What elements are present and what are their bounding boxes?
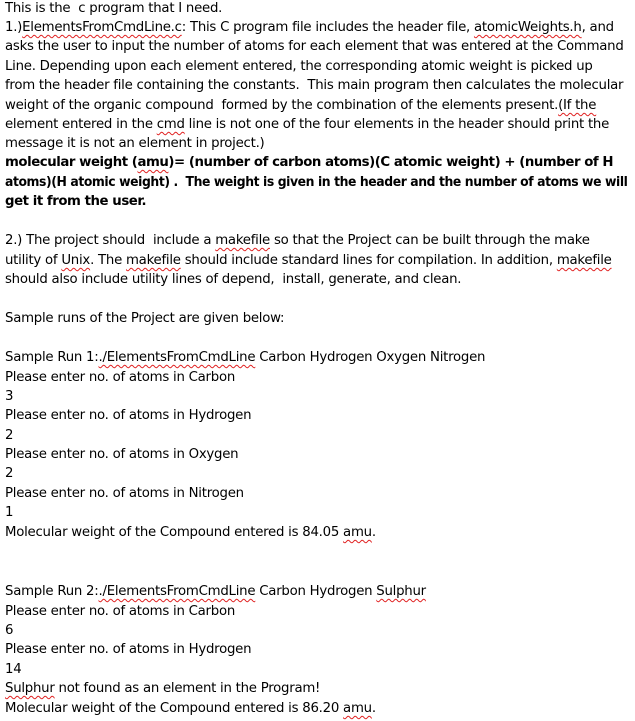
item1-text: element entered in the [5, 117, 157, 132]
formula-line-2: atoms)(H atomic weight) . The weight is given in the header and the number of atoms we will [5, 175, 628, 190]
result-text: Molecular weight of the Compound entered is 84.05 [5, 525, 344, 540]
command-args-flagged: Sulphur [376, 584, 426, 599]
item1-line-4: from the header file containing the constants. This main program then calculates the molecular [5, 78, 624, 93]
item2-text: . The [90, 253, 126, 268]
item1-number: 1.) [5, 20, 23, 35]
run1-header [5, 348, 485, 367]
item2-text: 2.) The project should include a [5, 233, 216, 248]
formula-line-1 [5, 153, 613, 172]
run1-output-line: 1 [5, 505, 14, 520]
makefile-word: makefile [556, 253, 612, 268]
formula-line-3: get it from the user. [5, 194, 147, 209]
result-text: Molecular weight of the Compound entered is 86.20 [5, 701, 344, 716]
item1-line-3: Line. Depending upon each element entered, the corresponding atomic weight is picked up [5, 59, 593, 74]
result-text: . [371, 525, 376, 540]
element-name-flagged: Sulphur [5, 681, 55, 696]
run2-header [5, 582, 426, 601]
item1-text-flagged: (If the [558, 98, 597, 113]
item1-text: , and [581, 20, 614, 35]
error-text: not found as an element in the Program! [54, 681, 321, 696]
run1-output-line: 3 [5, 389, 14, 404]
run1-output-line: Please enter no. of atoms in Hydrogen [5, 408, 252, 423]
amu-word: amu [343, 525, 372, 540]
makefile-word: makefile [125, 253, 181, 268]
run-label: Sample Run 1: [5, 350, 99, 365]
item2-line-2 [5, 251, 612, 270]
command-args: Carbon Hydrogen [255, 584, 377, 599]
amu-word: amu [137, 155, 169, 170]
amu-word: amu [343, 701, 372, 716]
run1-output-line: Please enter no. of atoms in Oxygen [5, 447, 239, 462]
item1-line-5 [5, 96, 596, 115]
run2-output-line: Please enter no. of atoms in Hydrogen [5, 642, 252, 657]
run2-output-line: 6 [5, 623, 14, 638]
formula-text: molecular weight ( [5, 155, 138, 170]
command-args: Carbon Hydrogen Oxygen Nitrogen [255, 350, 486, 365]
c-file-name: ElementsFromCmdLine.c [22, 20, 182, 35]
run2-output-line: 14 [5, 662, 22, 677]
cmd-word: cmd [156, 117, 185, 132]
item1-line-6 [5, 115, 609, 134]
item2-text: utility of [5, 253, 62, 268]
item1-line-1 [5, 18, 614, 37]
run2-result [5, 699, 376, 718]
unix-word: Unix [61, 253, 91, 268]
run1-output-line: Please enter no. of atoms in Carbon [5, 370, 236, 385]
item2-text: so that the Project can be built through the make [269, 233, 590, 248]
item2-line-1 [5, 231, 590, 250]
item1-text: line is not one of the four elements in the header should print the [184, 117, 610, 132]
run-label: Sample Run 2: [5, 584, 99, 599]
intro-line: This is the c program that I need. [5, 1, 223, 16]
item1-text: weight of the organic compound formed by the combination of the elements present. [5, 98, 559, 113]
run2-error [5, 679, 320, 698]
makefile-word: makefile [215, 233, 270, 248]
sample-intro: Sample runs of the Project are given below: [5, 311, 285, 326]
run2-output-line: Please enter no. of atoms in Carbon [5, 604, 236, 619]
command-name: ./ElementsFromCmdLine [98, 350, 256, 365]
command-name: ./ElementsFromCmdLine [98, 584, 256, 599]
run1-output-line: Please enter no. of atoms in Nitrogen [5, 486, 244, 501]
run1-output-line: 2 [5, 466, 14, 481]
header-file-name: atomicWeights.h [473, 20, 582, 35]
item1-line-7: message it is not an element in project.) [5, 136, 265, 151]
formula-text: )= (number of carbon atoms)(C atomic weight) + (number of H [168, 155, 614, 170]
item1-line-2: asks the user to input the number of atoms for each element that was entered at the Command [5, 39, 624, 54]
result-text: . [371, 701, 376, 716]
run1-output-line: 2 [5, 428, 14, 443]
item2-text: should include standard lines for compilation. In addition, [180, 253, 557, 268]
item2-line-3: should also include utility lines of depend, install, generate, and clean. [5, 272, 462, 287]
item1-text: : This C program file includes the header file, [181, 20, 474, 35]
run1-result [5, 523, 376, 542]
